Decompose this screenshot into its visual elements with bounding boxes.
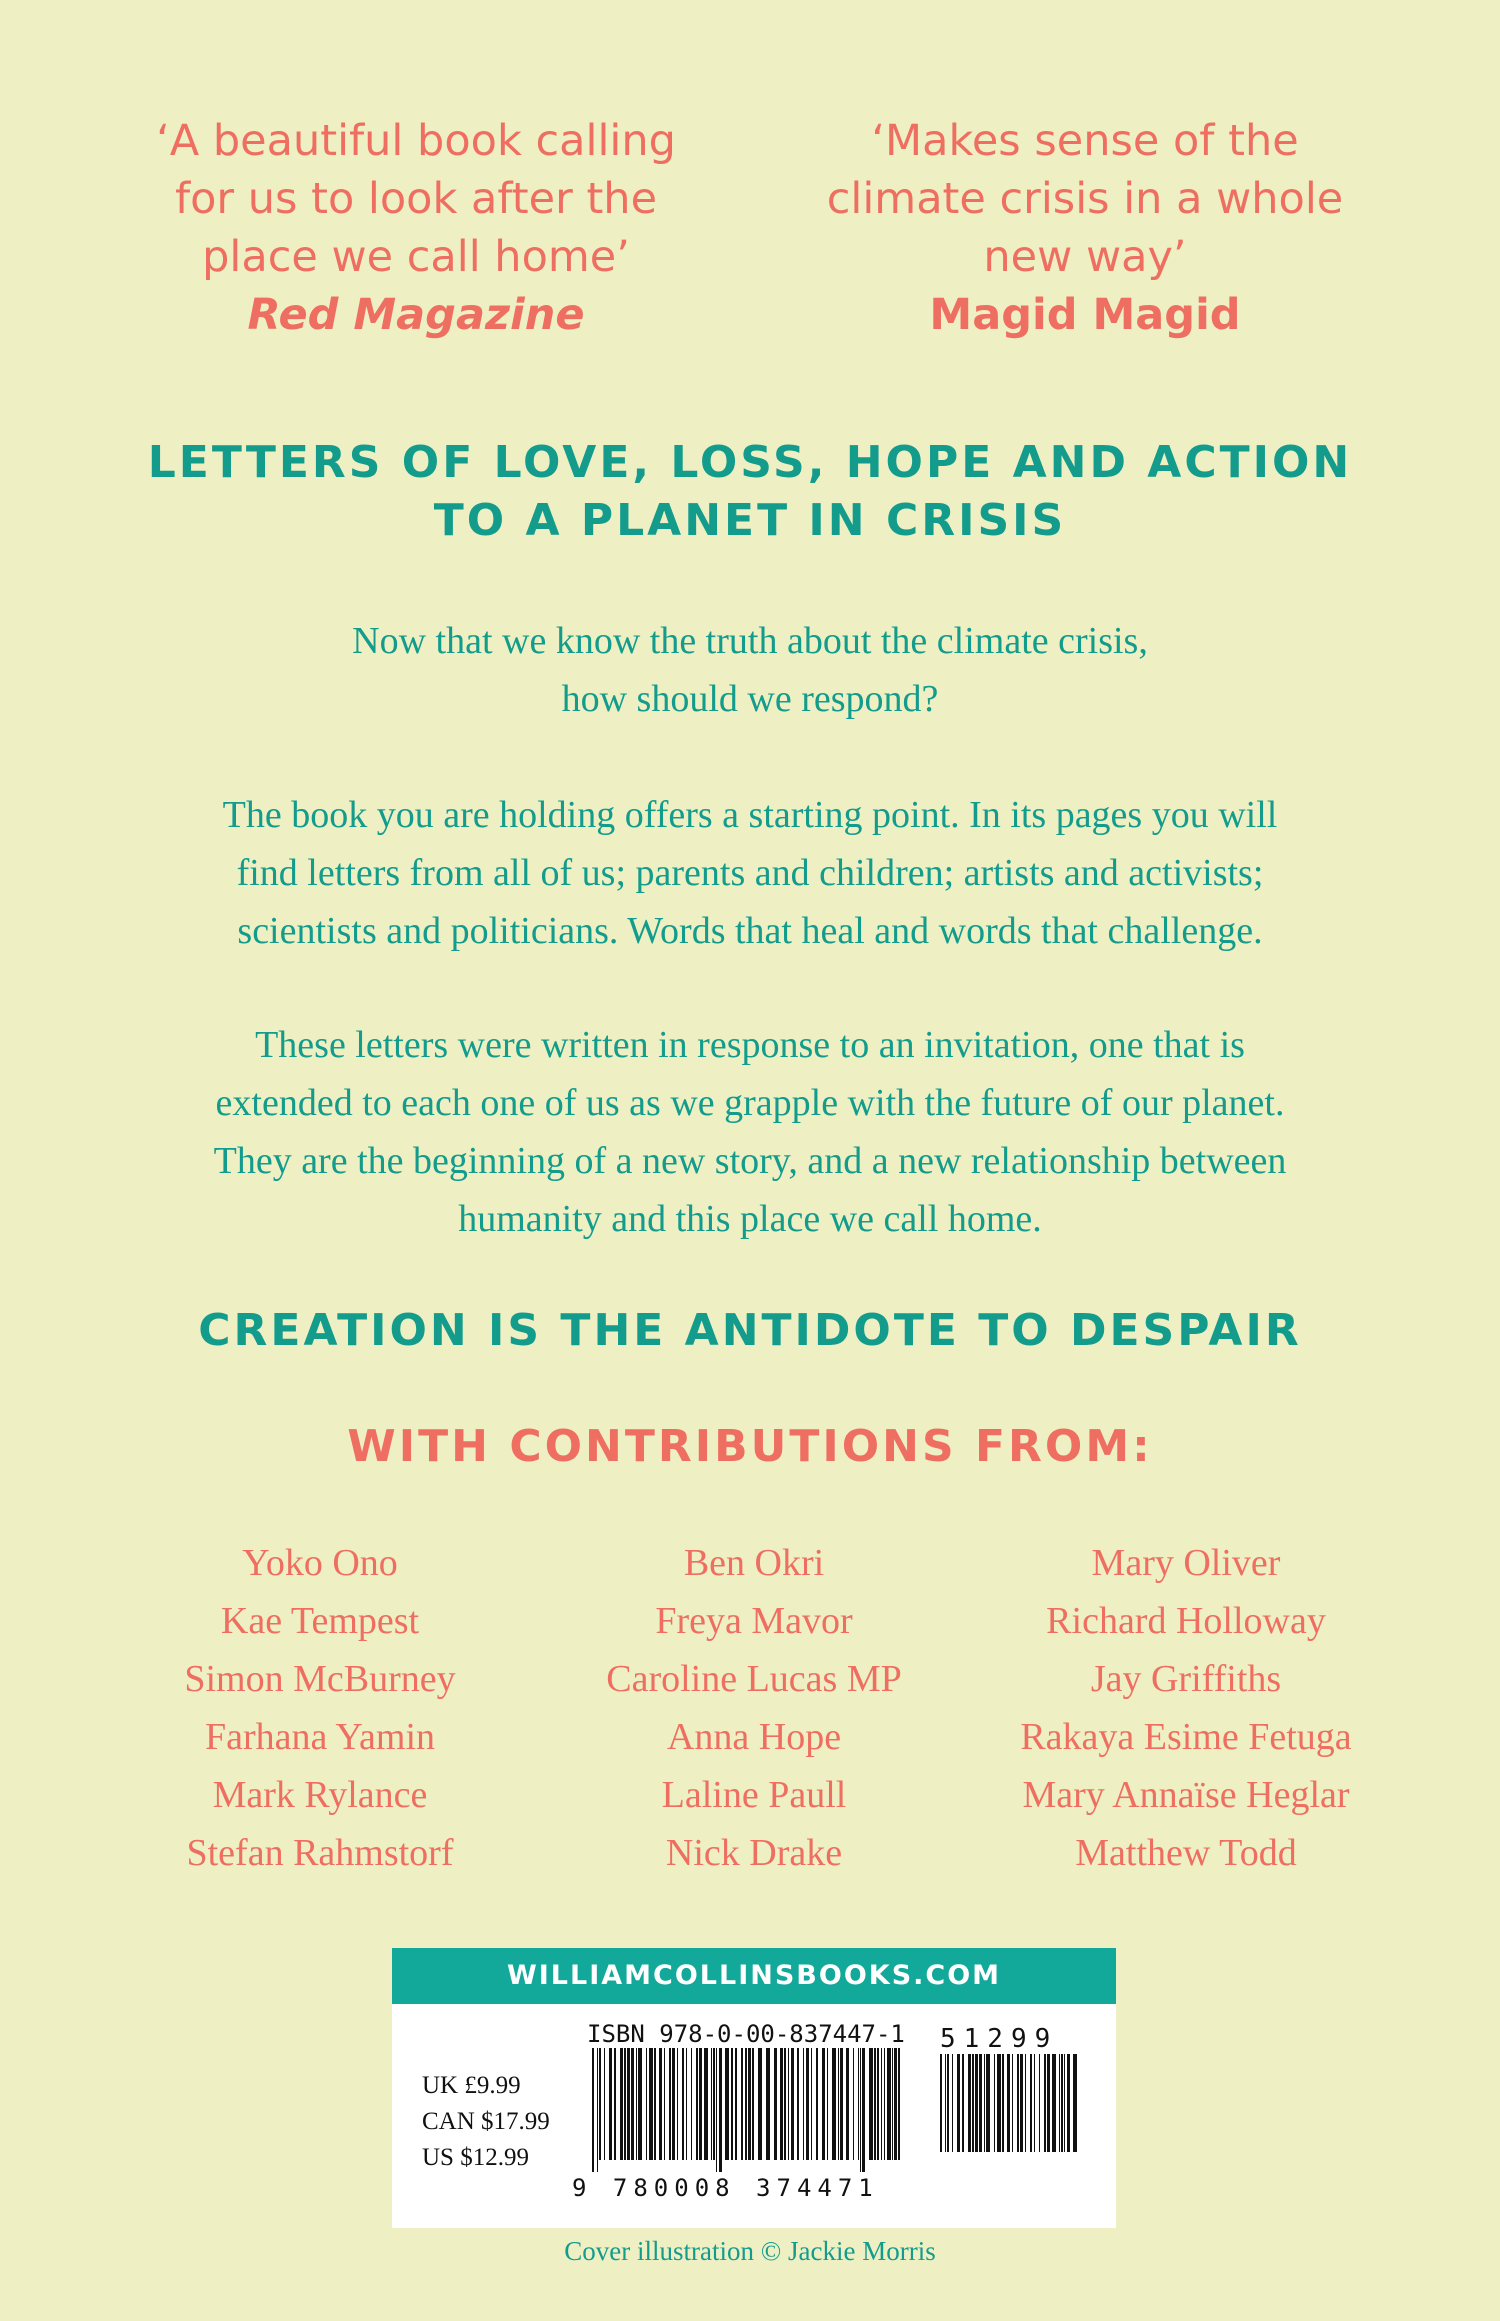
contributor-name: Rakaya Esime Fetuga xyxy=(1020,1716,1352,1758)
barcode-bar xyxy=(803,2048,804,2160)
barcode-bar xyxy=(806,2048,809,2160)
contributor-name: Laline Paull xyxy=(661,1774,847,1816)
contributor-name: Yoko Ono xyxy=(242,1542,398,1584)
barcode-bar xyxy=(609,2048,612,2160)
quote-line: ‘A beautiful book calling xyxy=(156,116,676,166)
barcode-bar xyxy=(780,2048,783,2160)
barcode-bar xyxy=(984,2054,985,2152)
barcode-bar xyxy=(827,2048,828,2160)
barcode-bar xyxy=(677,2048,678,2160)
barcode-box xyxy=(392,1948,1116,2228)
barcode-bar xyxy=(682,2048,684,2160)
barcode-bar xyxy=(840,2048,843,2160)
cover-credit: Cover illustration © Jackie Morris xyxy=(564,2236,936,2266)
price-uk: UK £9.99 xyxy=(422,2072,521,2099)
paragraph-line: find letters from all of us; parents and children; artists and activists; xyxy=(236,852,1264,894)
barcode-bar xyxy=(1012,2054,1013,2152)
barcode-bar xyxy=(1052,2054,1056,2152)
barcode-bar xyxy=(887,2048,891,2160)
paragraph-line: humanity and this place we call home. xyxy=(458,1198,1042,1240)
tagline xyxy=(0,1302,1500,1360)
contributor-name: Matthew Todd xyxy=(1075,1832,1297,1874)
barcode-bar xyxy=(636,2048,637,2160)
barcode-bar xyxy=(646,2048,647,2160)
paragraph-1 xyxy=(0,786,1500,960)
price-us: US $12.99 xyxy=(422,2144,529,2171)
contributor-name: Nick Drake xyxy=(665,1832,843,1874)
contributor-name: Jay Griffiths xyxy=(1090,1658,1282,1700)
contributor-name: Ben Okri xyxy=(683,1542,825,1584)
barcode-bar xyxy=(604,2048,605,2160)
barcode-bar xyxy=(957,2054,960,2152)
barcode-bar xyxy=(877,2048,879,2160)
barcode-bar xyxy=(686,2048,687,2160)
headline-line: TO A PLANET IN CRISIS xyxy=(433,495,1067,546)
barcode-bar xyxy=(869,2048,873,2160)
barcode-bar xyxy=(696,2048,698,2160)
contributor-name: Stefan Rahmstorf xyxy=(186,1832,454,1874)
quote-source: Magid Magid xyxy=(929,290,1241,340)
contributors-column-1 xyxy=(80,1534,560,1882)
barcode-bar xyxy=(797,2048,799,2160)
barcode-bar xyxy=(1073,2054,1077,2152)
barcode-bar xyxy=(1025,2054,1026,2152)
intro-text xyxy=(0,612,1500,728)
contributors-column-3 xyxy=(946,1534,1426,1882)
barcode-bar xyxy=(945,2054,946,2152)
barcode-bar xyxy=(1061,2054,1063,2152)
headline xyxy=(0,434,1500,550)
barcode-bar xyxy=(691,2048,692,2160)
barcode-bar xyxy=(716,2048,717,2172)
quote-line: ‘Makes sense of the xyxy=(871,116,1299,166)
barcode-bar xyxy=(735,2048,737,2160)
contributor-name: Mark Rylance xyxy=(212,1774,428,1816)
barcode-bar xyxy=(1002,2054,1004,2152)
barcode-bar xyxy=(1044,2054,1046,2152)
barcode-bar xyxy=(1059,2054,1060,2152)
barcode-bar xyxy=(1007,2054,1010,2152)
barcode-bar xyxy=(704,2048,708,2160)
barcode-bar xyxy=(719,2048,722,2172)
paragraph-line: They are the beginning of a new story, and a new relationship between xyxy=(213,1140,1287,1182)
barcode-bar xyxy=(1039,2054,1040,2152)
barcode-bar xyxy=(874,2048,876,2160)
barcode-bar xyxy=(979,2054,982,2152)
contributor-name: Caroline Lucas MP xyxy=(606,1658,902,1700)
contributor-name: Mary Oliver xyxy=(1091,1542,1281,1584)
barcode-bar xyxy=(816,2048,818,2160)
barcode-bar xyxy=(731,2048,733,2160)
contributors-column-2 xyxy=(514,1534,994,1882)
barcode-bar xyxy=(649,2048,653,2160)
barcode-bar xyxy=(838,2048,839,2160)
barcode-bar xyxy=(784,2048,786,2160)
barcode-bar xyxy=(748,2048,751,2160)
barcode-bar xyxy=(858,2048,859,2160)
contributor-name: Simon McBurney xyxy=(184,1658,456,1700)
contributor-name: Farhana Yamin xyxy=(204,1716,436,1758)
barcode-bar xyxy=(853,2048,854,2160)
barcode-bar xyxy=(892,2048,893,2160)
contributor-name: Richard Holloway xyxy=(1046,1600,1326,1642)
barcode-bar xyxy=(997,2054,1001,2152)
barcode-bar xyxy=(725,2048,729,2160)
barcode-bar xyxy=(664,2048,665,2160)
barcode-bar xyxy=(972,2054,974,2152)
barcode-bar xyxy=(659,2048,662,2160)
contributions-heading-text: WITH CONTRIBUTIONS FROM: xyxy=(347,1421,1153,1472)
barcode-bar xyxy=(860,2048,861,2172)
barcode-bar xyxy=(1034,2054,1035,2152)
barcode-bar xyxy=(898,2048,900,2160)
barcode-bar xyxy=(894,2048,897,2160)
intro-line: Now that we know the truth about the climate crisis, xyxy=(352,620,1148,662)
barcode-digits: 9 780008 374471 xyxy=(572,2174,879,2202)
barcode-bar xyxy=(881,2048,882,2160)
barcode-bar xyxy=(620,2048,623,2160)
contributor-name: Mary Annaïse Heglar xyxy=(1022,1774,1350,1816)
quote-line: new way’ xyxy=(983,232,1187,282)
barcode-bar xyxy=(758,2048,762,2160)
barcode-bar xyxy=(745,2048,747,2160)
barcode-bar xyxy=(624,2048,626,2160)
barcode-bar xyxy=(975,2054,978,2152)
barcode-bar xyxy=(952,2054,953,2152)
quote-line: place we call home’ xyxy=(202,232,630,282)
barcode-bar xyxy=(654,2048,656,2160)
barcode-bar xyxy=(1017,2054,1019,2152)
barcode-bar xyxy=(846,2048,849,2160)
barcode-bar xyxy=(788,2048,789,2160)
barcode-bar xyxy=(597,2048,598,2172)
quote-magid-magid xyxy=(765,112,1405,344)
barcode-bar xyxy=(968,2054,971,2152)
barcode-bar xyxy=(862,2048,865,2172)
barcode-bar xyxy=(962,2054,964,2152)
intro-line: how should we respond? xyxy=(561,678,939,720)
isbn-text: ISBN 978-0-00-837447-1 xyxy=(587,2020,905,2048)
barcode-bar xyxy=(599,2048,601,2160)
barcode-bar xyxy=(791,2048,794,2160)
paragraph-2 xyxy=(0,1016,1500,1248)
barcode-bar xyxy=(713,2048,715,2160)
barcode-bar xyxy=(627,2048,630,2160)
barcode-bar xyxy=(631,2048,634,2160)
contributor-name: Anna Hope xyxy=(666,1716,842,1758)
barcode-bar xyxy=(741,2048,743,2160)
barcode-bar xyxy=(638,2048,642,2160)
ean-barcode xyxy=(592,2048,902,2172)
barcode-bar xyxy=(1030,2054,1032,2152)
barcode-bar xyxy=(774,2048,777,2160)
barcode-bar xyxy=(592,2048,594,2172)
barcode-bar xyxy=(1047,2054,1050,2152)
paragraph-line: extended to each one of us as we grapple with the future of our planet. xyxy=(215,1082,1285,1124)
quote-line: for us to look after the xyxy=(174,174,658,224)
contributor-name: Freya Mavor xyxy=(655,1600,853,1642)
paragraph-line: scientists and politicians. Words that heal and words that challenge. xyxy=(237,910,1263,952)
addon-digits: 51299 xyxy=(940,2024,1059,2054)
barcode-bar xyxy=(884,2048,885,2160)
price-can: CAN $17.99 xyxy=(422,2108,550,2135)
publisher-website: WILLIAMCOLLINSBOOKS.COM xyxy=(392,1948,1116,2004)
barcode-bar xyxy=(752,2048,754,2160)
paragraph-line: These letters were written in response to an invitation, one that is xyxy=(255,1024,1245,1066)
barcode-bar xyxy=(614,2048,616,2160)
tagline-text: CREATION IS THE ANTIDOTE TO DESPAIR xyxy=(198,1305,1302,1356)
barcode-bar xyxy=(811,2048,812,2160)
contributor-name: Kae Tempest xyxy=(220,1600,420,1642)
barcode-bar xyxy=(766,2048,770,2160)
barcode-bar xyxy=(947,2054,949,2152)
barcode-bar xyxy=(822,2048,825,2160)
barcode-bar xyxy=(986,2054,990,2152)
barcode-bar xyxy=(1064,2054,1065,2152)
contributions-heading xyxy=(0,1418,1500,1476)
barcode-bar xyxy=(672,2048,675,2160)
quote-source: Red Magazine xyxy=(247,290,585,340)
barcode-bar xyxy=(940,2054,942,2152)
barcode-bar xyxy=(994,2054,995,2152)
barcode-bar xyxy=(1067,2054,1070,2152)
quote-line: climate crisis in a whole xyxy=(826,174,1344,224)
headline-line: LETTERS OF LOVE, LOSS, HOPE AND ACTION xyxy=(147,437,1353,488)
barcode-bar xyxy=(669,2048,671,2160)
barcode-bar xyxy=(1020,2054,1023,2152)
addon-barcode xyxy=(940,2054,1080,2164)
barcode-bar xyxy=(699,2048,702,2160)
barcode-bar xyxy=(711,2048,712,2160)
quote-red-magazine xyxy=(96,112,736,344)
barcode-bar xyxy=(832,2048,836,2160)
paragraph-line: The book you are holding offers a starting point. In its pages you will xyxy=(222,794,1278,836)
price-list xyxy=(422,2068,550,2176)
